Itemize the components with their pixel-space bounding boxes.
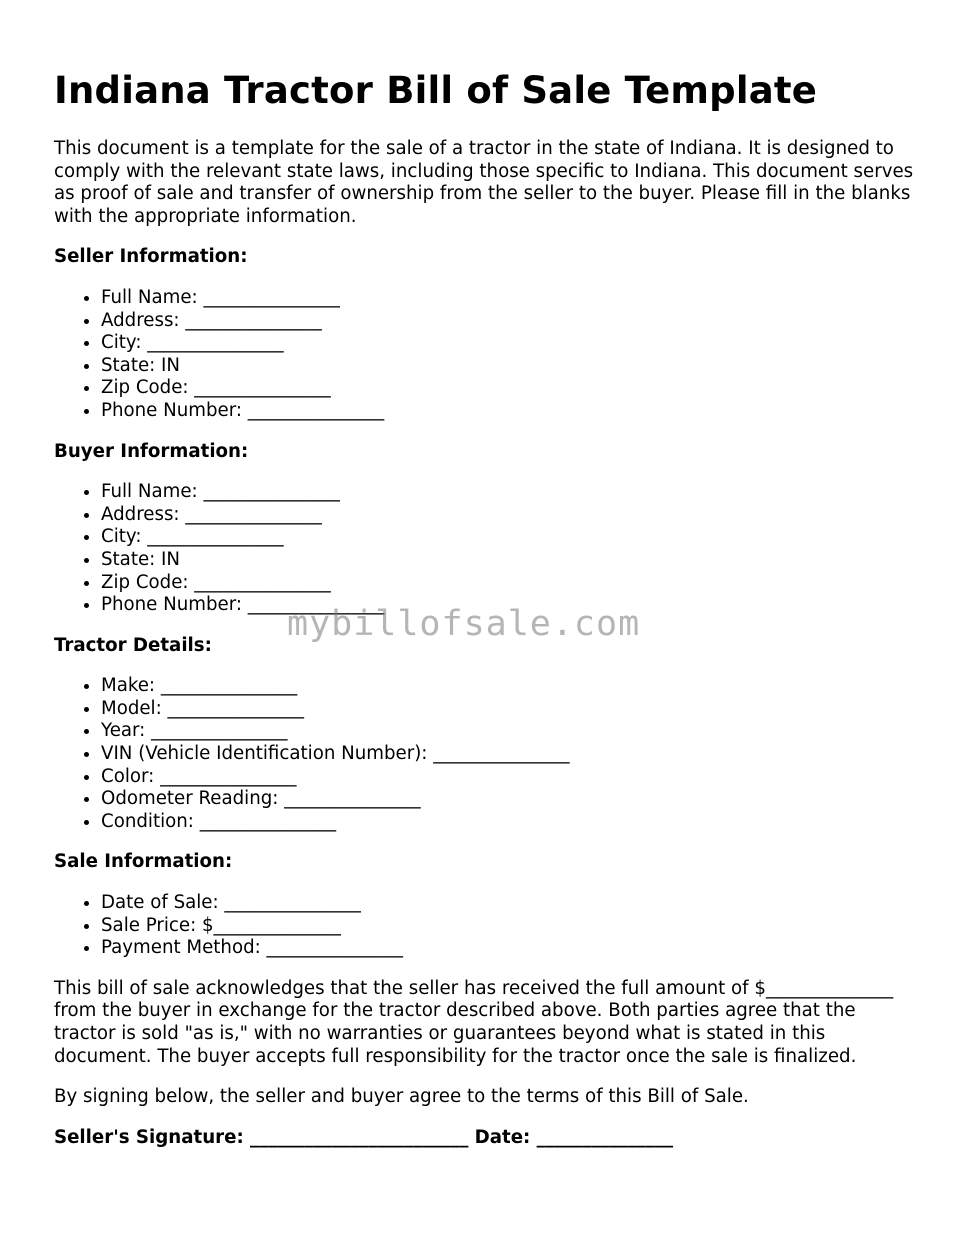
- buyer-full-name-field: • Full Name: _______________: [101, 481, 916, 504]
- seller-zip-field: • Zip Code: _______________: [101, 377, 916, 400]
- tractor-model-field: • Model: _______________: [101, 698, 916, 721]
- seller-full-name-field: • Full Name: _______________: [101, 287, 916, 310]
- tractor-section-heading: Tractor Details:: [54, 634, 212, 656]
- buyer-info-list: [54, 481, 916, 617]
- tractor-details-list: [54, 675, 916, 833]
- buyer-zip-field: • Zip Code: _______________: [101, 572, 916, 595]
- sale-info-list: [54, 892, 916, 960]
- document-page: [54, 68, 916, 1149]
- tractor-odometer-field: • Odometer Reading: _______________: [101, 788, 916, 811]
- tractor-color-field: • Color: _______________: [101, 766, 916, 789]
- sale-price-field: • Sale Price: $______________: [101, 915, 916, 938]
- sale-date-field: • Date of Sale: _______________: [101, 892, 916, 915]
- acknowledgement-paragraph: This bill of sale acknowledges that the seller has received the full amount of $______________ from the buyer in exchange for the tractor described above. Both parties agree that the tractor is sold "as is," with no warranties or guarantees beyond what is stated in this document. The buyer accepts full responsibility for the tractor once the sale is finalized.: [54, 977, 894, 1067]
- payment-method-field: • Payment Method: _______________: [101, 937, 916, 960]
- watermark: mybillofsale.com: [287, 604, 641, 644]
- buyer-section-heading: Buyer Information:: [54, 440, 249, 462]
- signing-statement: By signing below, the seller and buyer agree to the terms of this Bill of Sale.: [54, 1086, 749, 1108]
- seller-section-heading: Seller Information:: [54, 246, 248, 268]
- buyer-phone-field: • Phone Number: _______________: [101, 594, 916, 617]
- seller-state-field: • State: IN: [101, 355, 916, 378]
- sale-section-heading: Sale Information:: [54, 851, 233, 873]
- tractor-year-field: • Year: _______________: [101, 720, 916, 743]
- buyer-address-field: • Address: _______________: [101, 504, 916, 527]
- tractor-make-field: • Make: _______________: [101, 675, 916, 698]
- seller-city-field: • City: _______________: [101, 332, 916, 355]
- buyer-state-field: • State: IN: [101, 549, 916, 572]
- tractor-condition-field: • Condition: _______________: [101, 811, 916, 834]
- seller-signature-line: Seller's Signature: ________________________ Date: _______________: [54, 1126, 674, 1148]
- intro-paragraph: This document is a template for the sale of a tractor in the state of Indiana. It is designed to comply with the relevant state laws, including those specific to Indiana. This document serves as proof of sale and transfer of ownership from the seller to the buyer. Please fill in the blanks with the appropriate information.: [54, 138, 914, 227]
- page-title: Indiana Tractor Bill of Sale Template: [54, 69, 818, 112]
- seller-address-field: • Address: _______________: [101, 310, 916, 333]
- tractor-vin-field: • VIN (Vehicle Identification Number): _______________: [101, 743, 916, 766]
- seller-info-list: [54, 287, 916, 423]
- buyer-city-field: • City: _______________: [101, 526, 916, 549]
- seller-phone-field: • Phone Number: _______________: [101, 400, 916, 423]
